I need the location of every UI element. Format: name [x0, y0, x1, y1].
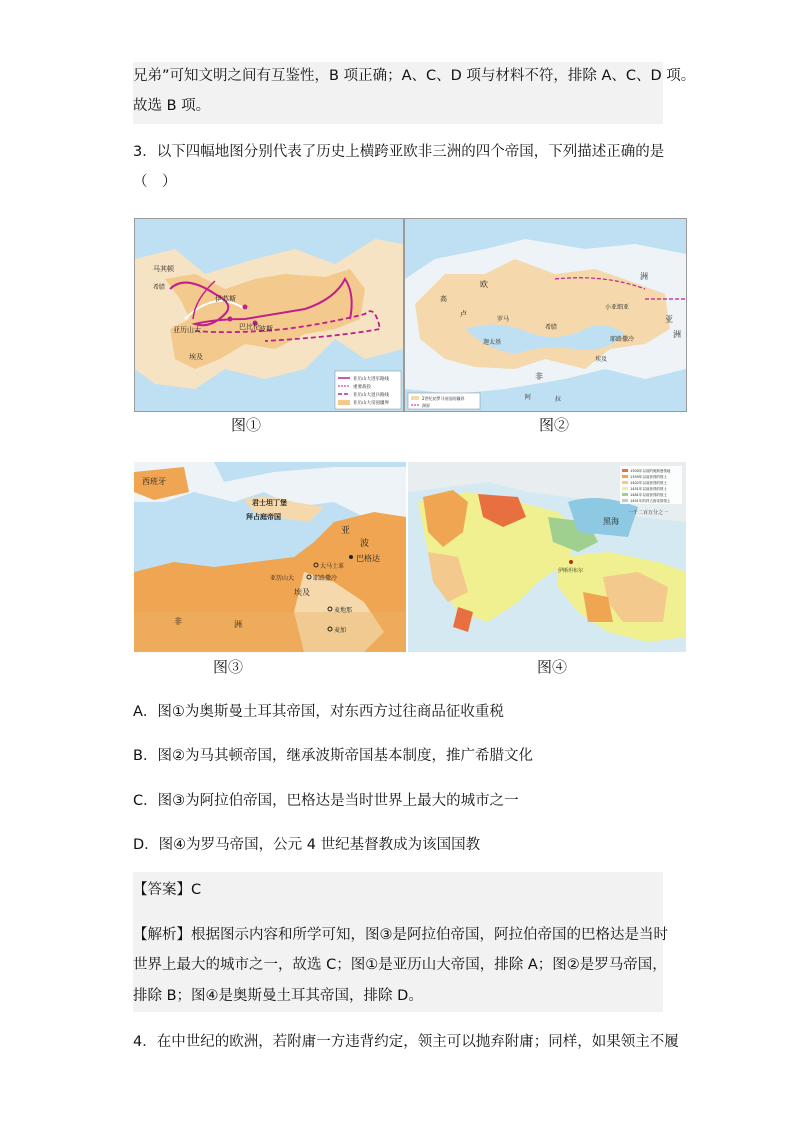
- map1-legend-2: 重要战役: [353, 385, 371, 390]
- map1-legend-4: 亚历山大帝国疆界: [353, 401, 389, 406]
- map1-label-alexandria: 亚历山大: [173, 326, 201, 334]
- map3-label-bo: 波: [360, 539, 370, 549]
- map2-label-europe: 欧: [480, 280, 488, 289]
- map1-legend-3: 亚历山大退兵路线: [353, 393, 389, 398]
- prev-analysis-line2: 故选 B 项。: [133, 98, 211, 114]
- map3-label-jerusalem: 耶路撒冷: [313, 575, 338, 582]
- map-3-arab-empire: [134, 462, 406, 652]
- map3-label-continent: 洲: [234, 620, 242, 629]
- map4-legend-6: 1451年的拜占庭帝国领土: [630, 499, 671, 503]
- map3-label-alexandria: 亚历山大: [270, 575, 295, 582]
- map4-label-istanbul: 伊斯坦布尔: [558, 568, 584, 574]
- map-1-alexander-empire: [134, 218, 404, 412]
- analysis-label: 【解析】: [133, 927, 191, 943]
- map-2-roman-empire: [404, 218, 687, 412]
- map1-label-macedonia: 马其顿: [153, 265, 174, 273]
- map2-label-la: 拉: [555, 396, 562, 403]
- map3-label-baghdad: 巴格达: [356, 554, 380, 563]
- map-4-ottoman-empire: [408, 462, 686, 652]
- map4-legend-2: 1359年以前获得的领土: [630, 475, 667, 479]
- map3-label-medina: 麦地那: [334, 607, 353, 614]
- analysis-line1: [133, 925, 668, 945]
- map1-label-babylon: 巴比伦: [239, 323, 260, 331]
- map2-label-rome: 罗马: [497, 316, 510, 323]
- option-d: D．图④为罗马帝国，公元 4 世纪基督教成为该国国教: [133, 837, 481, 853]
- map3-label-damascus: 大马士革: [320, 563, 345, 570]
- map2-label-carthage: 迦太基: [483, 339, 502, 346]
- map3-label-mecca: 麦加: [334, 627, 347, 634]
- analysis-line3: 排除 B；图④是奥斯曼土耳其帝国，排除 D。: [133, 988, 423, 1004]
- map2-label-asia: 亚: [665, 315, 673, 324]
- map1-label-issus: 伊苏斯: [215, 295, 236, 303]
- map4-legend-5: 1481年以前获得的领土: [630, 493, 667, 497]
- question4-stem: 4．在中世纪的欧洲，若附庸一方违背约定，领主可以抛弃附庸；同样，如果领主不履: [133, 1034, 679, 1050]
- map2-label-africa: 非: [535, 372, 543, 381]
- map2-label-jerusalem: 耶路撒冷: [610, 336, 635, 343]
- map2-legend-1: 2世纪初罗马帝国的疆界: [422, 396, 465, 401]
- map2-label-a: 阿: [525, 394, 532, 401]
- map2-legend-2: 洲界: [422, 403, 430, 408]
- map2-label-lu: 卢: [460, 310, 467, 318]
- map1-label-egypt: 埃及: [189, 353, 203, 361]
- map3-label-constantinople: 君士坦丁堡: [252, 499, 287, 507]
- map2-label-asia-minor: 小亚细亚: [605, 304, 630, 311]
- map2-label-continent2: 洲: [673, 330, 681, 339]
- map1-legend-1: 亚历山大进军路线: [353, 377, 389, 382]
- option-c: C．图③为阿拉伯帝国，巴格达是当时世界上最大的城市之一: [133, 793, 519, 809]
- analysis-text-1: 根据图示内容和所学可知，图③是阿拉伯帝国，阿拉伯帝国的巴格达是当时: [191, 927, 668, 943]
- map-2-caption: 图②: [539, 416, 570, 434]
- map2-label-gaul: 高: [440, 295, 447, 303]
- analysis-line2: 世界上最大的城市之一，故选 C；图①是亚历山大帝国，排除 A；图②是罗马帝国，: [133, 957, 667, 973]
- map4-scale: 一千二百万分之一: [628, 510, 669, 516]
- question-stem: 3．以下四幅地图分别代表了历史上横跨亚欧非三洲的四个帝国，下列描述正确的是: [133, 144, 665, 160]
- map4-legend-1: 1300年以前的奥斯曼领地: [630, 469, 671, 473]
- map3-label-africa: 非: [174, 617, 182, 626]
- option-b: B．图②为马其顿帝国，继承波斯帝国基本制度，推广希腊文化: [133, 748, 533, 764]
- map1-label-persepolis: 波斯: [259, 325, 273, 333]
- map4-legend-3: 1402年以前获得的领土: [630, 481, 667, 485]
- answer: 【答案】C: [133, 882, 202, 898]
- map-4-caption: 图④: [537, 658, 568, 676]
- map-1-caption: 图①: [231, 416, 262, 434]
- map2-label-greece: 希腊: [545, 324, 558, 331]
- map2-label-egypt: 埃及: [595, 356, 608, 363]
- map4-legend-4: 1451年以前获得的领土: [630, 487, 667, 491]
- map3-label-asia: 亚: [341, 526, 351, 536]
- map3-label-spain: 西班牙: [142, 477, 166, 486]
- question-blank: （ ）: [133, 174, 177, 190]
- map3-label-byzantine: 拜占庭帝国: [246, 513, 281, 521]
- map1-label-greece: 希腊: [153, 284, 166, 291]
- map3-label-egypt: 埃及: [294, 588, 310, 597]
- map-3-caption: 图③: [213, 658, 244, 676]
- option-a: A．图①为奥斯曼土耳其帝国，对东西方过往商品征收重税: [133, 704, 504, 720]
- prev-analysis-line1: 兄弟”可知文明之间有互鉴性，B 项正确；A、C、D 项与材料不符，排除 A、C、D 项。: [133, 68, 696, 84]
- map2-label-continent: 洲: [640, 272, 648, 281]
- map4-label-sea: 黑海: [603, 517, 619, 526]
